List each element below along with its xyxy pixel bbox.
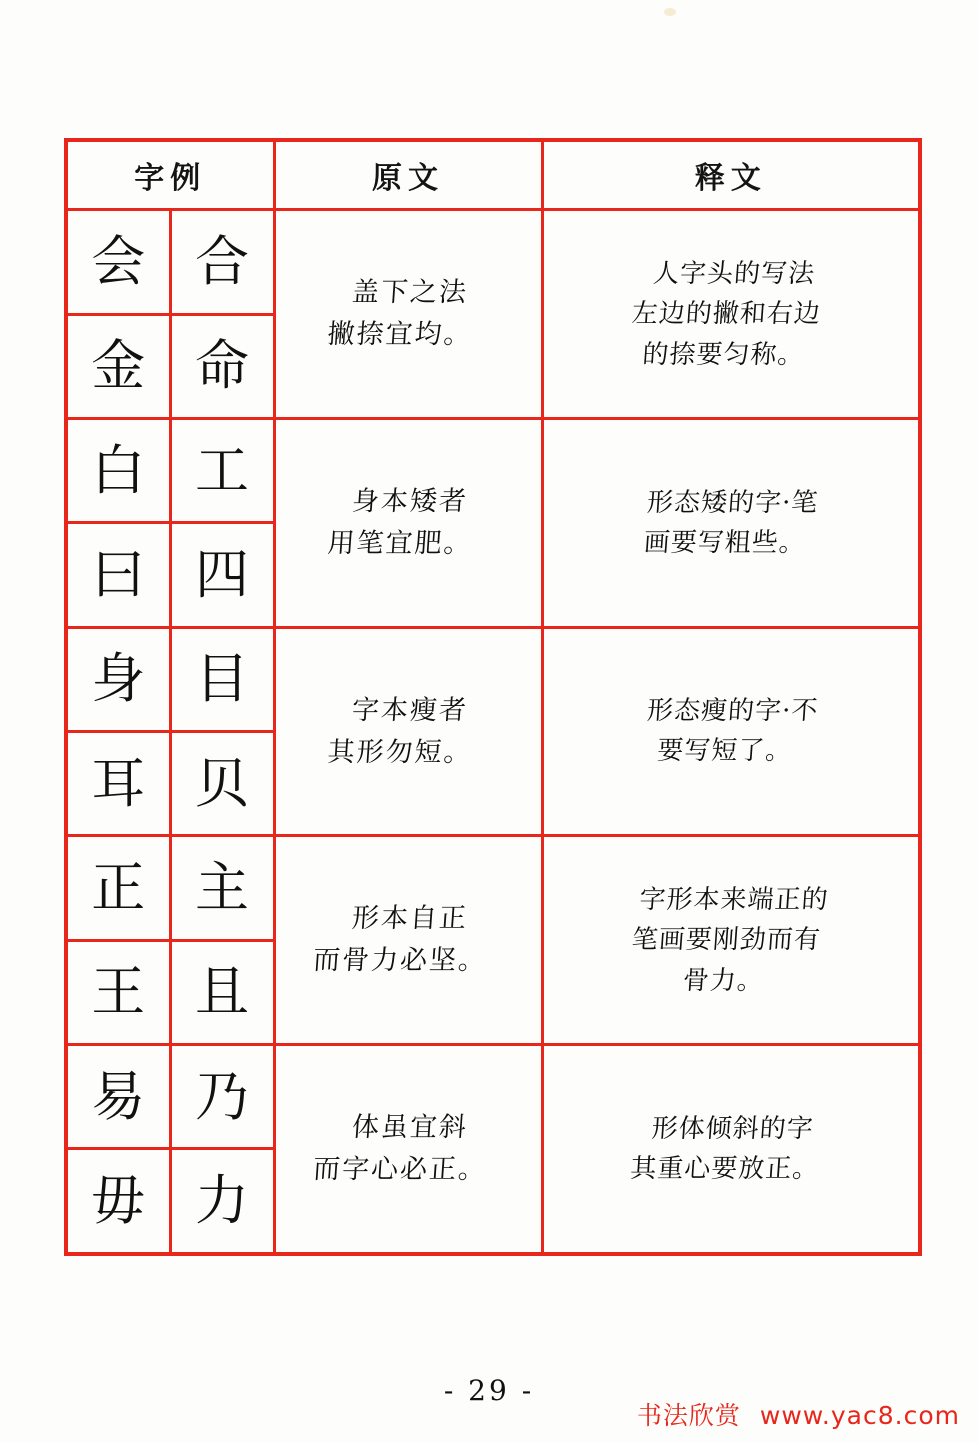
explanation-text [540, 685, 921, 778]
example-character-cell [66, 940, 170, 1044]
example-character: 金 [91, 334, 146, 398]
explanation-text-line: 其重心要放正。 [628, 1154, 820, 1185]
explanation-text-cell [542, 836, 920, 1045]
original-text-line: 体虽宜斜 [350, 1112, 469, 1144]
table-row [66, 836, 920, 940]
example-character: 王 [91, 960, 146, 1024]
explanation-text-line: 形体倾斜的字 [650, 1113, 815, 1144]
example-character-cell [170, 732, 274, 836]
watermark [637, 1396, 960, 1432]
paper-speck [664, 8, 676, 16]
original-text [272, 266, 544, 362]
example-character-cell [170, 210, 274, 314]
explanation-text [540, 477, 921, 570]
example-character: 易 [91, 1064, 146, 1128]
original-text-line: 盖下之法 [350, 277, 469, 309]
column-header-explanation: 释文 [542, 140, 920, 210]
explanation-text-line: 形态瘦的字·不 [645, 696, 819, 727]
original-text-cell [274, 210, 542, 419]
example-character-cell [170, 627, 274, 731]
explanation-text-cell [542, 627, 920, 836]
original-text-cell [274, 627, 542, 836]
example-character: 力 [195, 1169, 249, 1233]
original-text-cell [274, 1045, 542, 1254]
table-header-row [66, 140, 920, 210]
example-character-cell [170, 314, 274, 418]
example-character-cell [66, 732, 170, 836]
table-row [66, 418, 920, 522]
example-character-cell [66, 418, 170, 522]
explanation-text-line: 人字头的写法 [651, 258, 816, 289]
example-character: 白 [91, 438, 146, 502]
watermark-label: 书法欣赏 [636, 1401, 741, 1430]
explanation-text-line: 的捺要匀称。 [640, 339, 805, 370]
original-text-line: 其形勿短。 [325, 736, 474, 768]
example-character: 会 [91, 229, 146, 293]
example-character: 工 [195, 438, 249, 502]
watermark-url: www.yac8.com [759, 1401, 960, 1430]
example-character-cell [66, 627, 170, 731]
original-text-cell [274, 418, 542, 627]
explanation-text-cell [542, 1045, 920, 1254]
example-character-cell [170, 836, 274, 940]
example-character: 四 [195, 543, 249, 606]
example-character: 正 [91, 856, 146, 920]
explanation-text-line: 要写短了。 [655, 736, 793, 767]
original-text-line: 而字心必正。 [311, 1154, 488, 1186]
example-character: 贝 [195, 751, 249, 815]
original-text [272, 892, 544, 988]
calligraphy-table-container [64, 138, 918, 1256]
example-character-cell [170, 523, 274, 627]
example-character: 合 [195, 229, 249, 293]
example-character-cell [170, 1149, 274, 1254]
original-text-line: 身本矮者 [350, 485, 469, 517]
example-character-cell [66, 836, 170, 940]
explanation-text [539, 874, 923, 1007]
example-character: 乃 [195, 1064, 249, 1128]
explanation-text-line: 字形本来端正的 [638, 884, 830, 915]
explanation-text-line: 骨力。 [681, 965, 765, 996]
example-character: 主 [195, 856, 249, 920]
original-text-line: 字本瘦者 [350, 694, 469, 726]
explanation-text-cell [542, 418, 920, 627]
table-row [66, 210, 920, 314]
original-text-line: 撇捺宜均。 [325, 319, 474, 351]
example-character-cell [66, 1149, 170, 1254]
table-row [66, 1045, 920, 1149]
explanation-text [539, 248, 923, 381]
example-character-cell [170, 1045, 274, 1149]
example-character: 命 [195, 334, 249, 398]
original-text-line: 用笔宜肥。 [325, 527, 474, 559]
example-character-cell [170, 940, 274, 1044]
original-text-line: 形本自正 [350, 903, 469, 935]
example-character: 目 [195, 647, 249, 711]
example-character: 曰 [91, 543, 146, 606]
original-text [272, 475, 544, 571]
example-character: 毋 [91, 1169, 146, 1233]
calligraphy-table [64, 138, 922, 1256]
original-text [272, 1101, 544, 1197]
original-text [272, 684, 544, 780]
example-character: 身 [91, 647, 146, 711]
original-text-cell [274, 836, 542, 1045]
example-character-cell [66, 210, 170, 314]
column-header-original: 原文 [274, 140, 542, 210]
example-character-cell [66, 314, 170, 418]
explanation-text-line: 笔画要刚劲而有 [630, 925, 822, 956]
explanation-text-line: 形态矮的字·笔 [645, 487, 819, 518]
original-text-line: 而骨力必坚。 [311, 945, 488, 977]
table-row [66, 627, 920, 731]
example-character-cell [170, 418, 274, 522]
explanation-text-line: 画要写粗些。 [642, 527, 807, 558]
explanation-text-cell [542, 210, 920, 419]
column-header-examples: 字例 [66, 140, 274, 210]
example-character-cell [66, 523, 170, 627]
explanation-text [540, 1103, 921, 1196]
example-character-cell [66, 1045, 170, 1149]
example-character: 耳 [91, 751, 146, 815]
page-number: - 29 - [443, 1374, 535, 1407]
explanation-text-line: 左边的撇和右边 [630, 298, 822, 329]
example-character: 且 [195, 960, 249, 1024]
